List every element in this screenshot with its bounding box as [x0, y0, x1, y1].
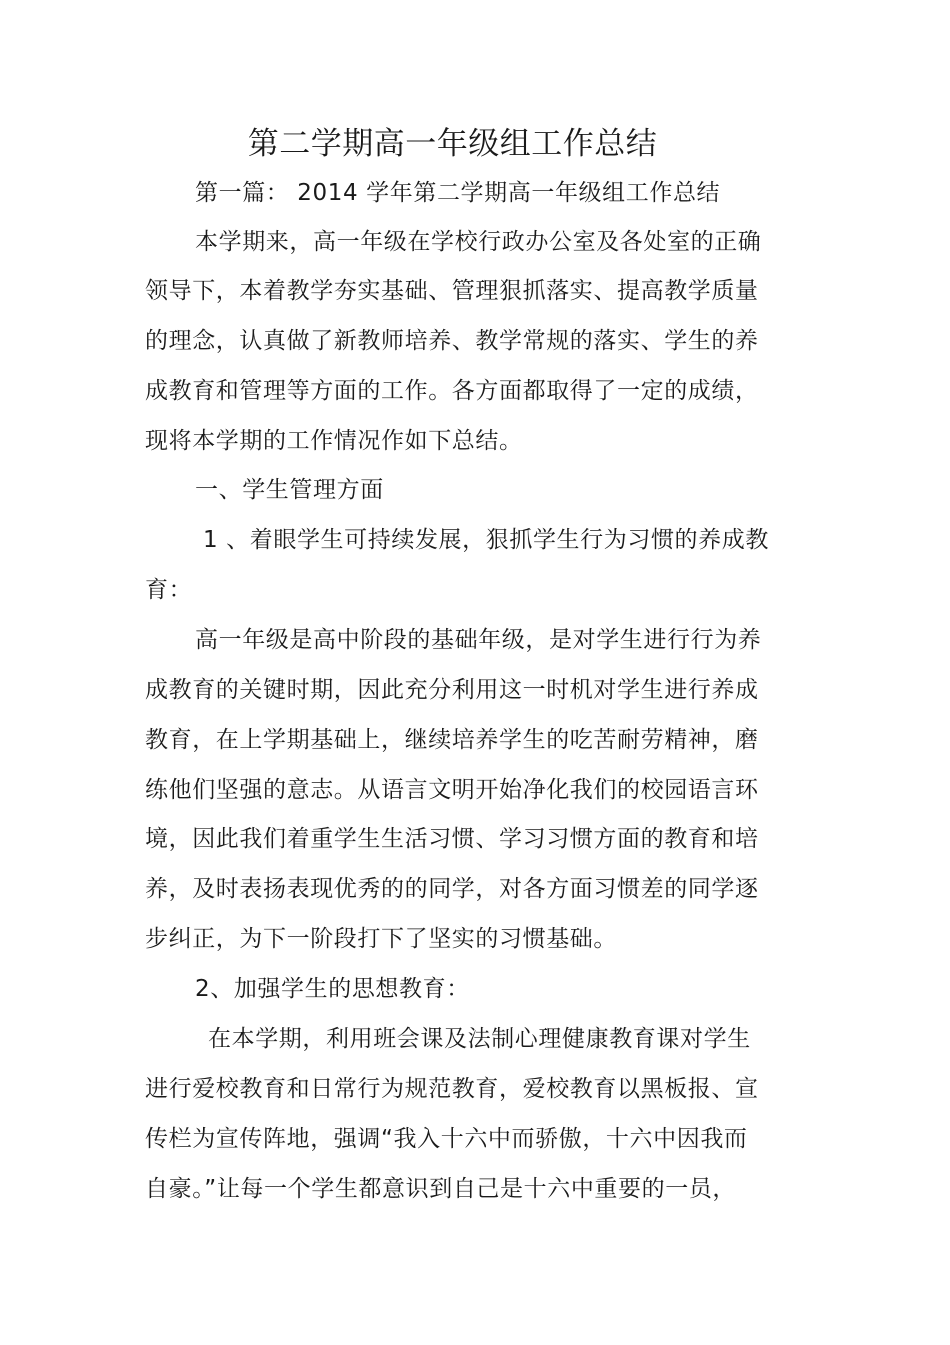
paragraph-line: 成教育的关键时期，因此充分利用这一时机对学生进行养成: [145, 677, 759, 703]
paragraph-line: 步纠正，为下一阶段打下了坚实的习惯基础。: [145, 926, 617, 952]
paragraph-line: 教育，在上学期基础上，继续培养学生的吃苦耐劳精神，磨: [145, 727, 759, 753]
subtitle-line: 第一篇： 2014 学年第二学期高一年级组工作总结: [195, 180, 721, 206]
paragraph-line: 进行爱校教育和日常行为规范教育，爱校教育以黑板报、宣: [145, 1076, 759, 1102]
subsection-heading: 1 、着眼学生可持续发展，狠抓学生行为习惯的养成教: [203, 527, 769, 553]
paragraph-line: 成教育和管理等方面的工作。各方面都取得了一定的成绩，: [145, 378, 759, 404]
paragraph-line: 领导下，本着教学夯实基础、管理狠抓落实、提高教学质量: [145, 278, 759, 304]
document-title: 第二学期高一年级组工作总结: [247, 126, 658, 162]
paragraph-line: 练他们坚强的意志。从语言文明开始净化我们的校园语言环: [145, 777, 759, 803]
paragraph-line: 本学期来，高一年级在学校行政办公室及各处室的正确: [195, 229, 762, 255]
paragraph-line: 传栏为宣传阵地，强调“我入十六中而骄傲，十六中因我而: [145, 1126, 748, 1152]
subsection-heading: 育：: [145, 577, 193, 603]
paragraph-line: 在本学期，利用班会课及法制心理健康教育课对学生: [208, 1026, 751, 1052]
paragraph-line: 养，及时表扬表现优秀的的同学，对各方面习惯差的同学逐: [145, 876, 759, 902]
paragraph-line: 境，因此我们着重学生生活习惯、学习习惯方面的教育和培: [145, 826, 759, 852]
paragraph-line: 自豪。”让每一个学生都意识到自己是十六中重要的一员，: [145, 1176, 737, 1202]
section-heading: 一、学生管理方面: [195, 477, 384, 503]
paragraph-line: 高一年级是高中阶段的基础年级，是对学生进行行为养: [195, 627, 762, 653]
paragraph-line: 现将本学期的工作情况作如下总结。: [145, 428, 523, 454]
subsection-heading: 2、加强学生的思想教育：: [195, 976, 470, 1002]
paragraph-line: 的理念，认真做了新教师培养、教学常规的落实、学生的养: [145, 328, 759, 354]
